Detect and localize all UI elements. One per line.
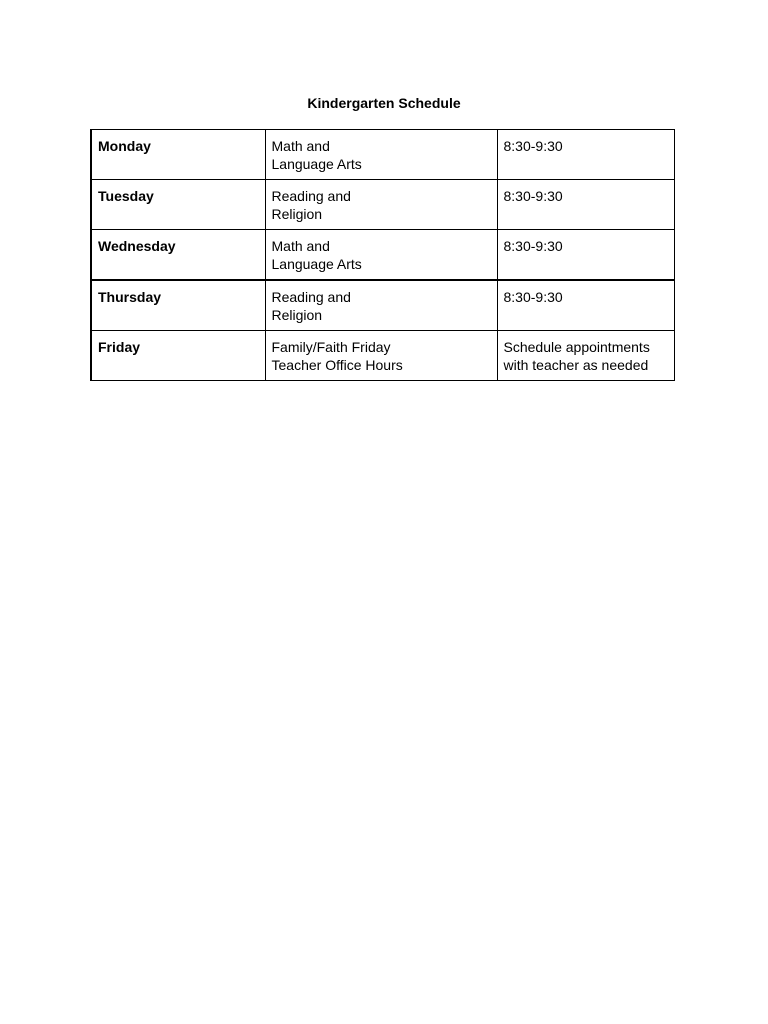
day-label: Monday — [98, 138, 151, 154]
subject-line: Reading and — [271, 188, 351, 204]
subject-line: Religion — [271, 307, 323, 323]
subject-line: Reading and — [271, 289, 351, 305]
subject-cell — [265, 331, 497, 381]
schedule-table — [90, 129, 675, 381]
day-cell — [91, 280, 265, 331]
time-cell — [497, 180, 674, 230]
table-row — [91, 331, 674, 381]
day-label: Wednesday — [98, 238, 176, 254]
subject-line: Math and — [271, 138, 330, 154]
subject-line: Family/Faith Friday — [271, 339, 391, 355]
day-cell — [91, 180, 265, 230]
subject-line: Teacher Office Hours — [271, 357, 403, 373]
time-line: Schedule appointments — [503, 339, 650, 355]
day-label: Thursday — [98, 289, 162, 305]
time-line: 8:30-9:30 — [503, 238, 563, 254]
table-row — [91, 130, 674, 180]
subject-line: Religion — [271, 206, 323, 222]
table-row — [91, 230, 674, 281]
subject-cell — [265, 230, 497, 281]
time-line: with teacher as needed — [503, 357, 649, 373]
time-cell — [497, 130, 674, 180]
time-cell — [497, 280, 674, 331]
time-cell — [497, 331, 674, 381]
subject-line: Language Arts — [271, 156, 362, 172]
table-row — [91, 180, 674, 230]
day-cell — [91, 331, 265, 381]
table-row — [91, 280, 674, 331]
subject-cell — [265, 180, 497, 230]
document-title: Kindergarten Schedule — [307, 95, 461, 111]
time-line: 8:30-9:30 — [503, 188, 563, 204]
day-label: Friday — [98, 339, 141, 355]
subject-cell — [265, 130, 497, 180]
subject-cell — [265, 280, 497, 331]
subject-line: Language Arts — [271, 256, 362, 272]
subject-line: Math and — [271, 238, 330, 254]
time-line: 8:30-9:30 — [503, 289, 563, 305]
day-label: Tuesday — [98, 188, 154, 204]
time-line: 8:30-9:30 — [503, 138, 563, 154]
day-cell — [91, 130, 265, 180]
time-cell — [497, 230, 674, 281]
day-cell — [91, 230, 265, 281]
